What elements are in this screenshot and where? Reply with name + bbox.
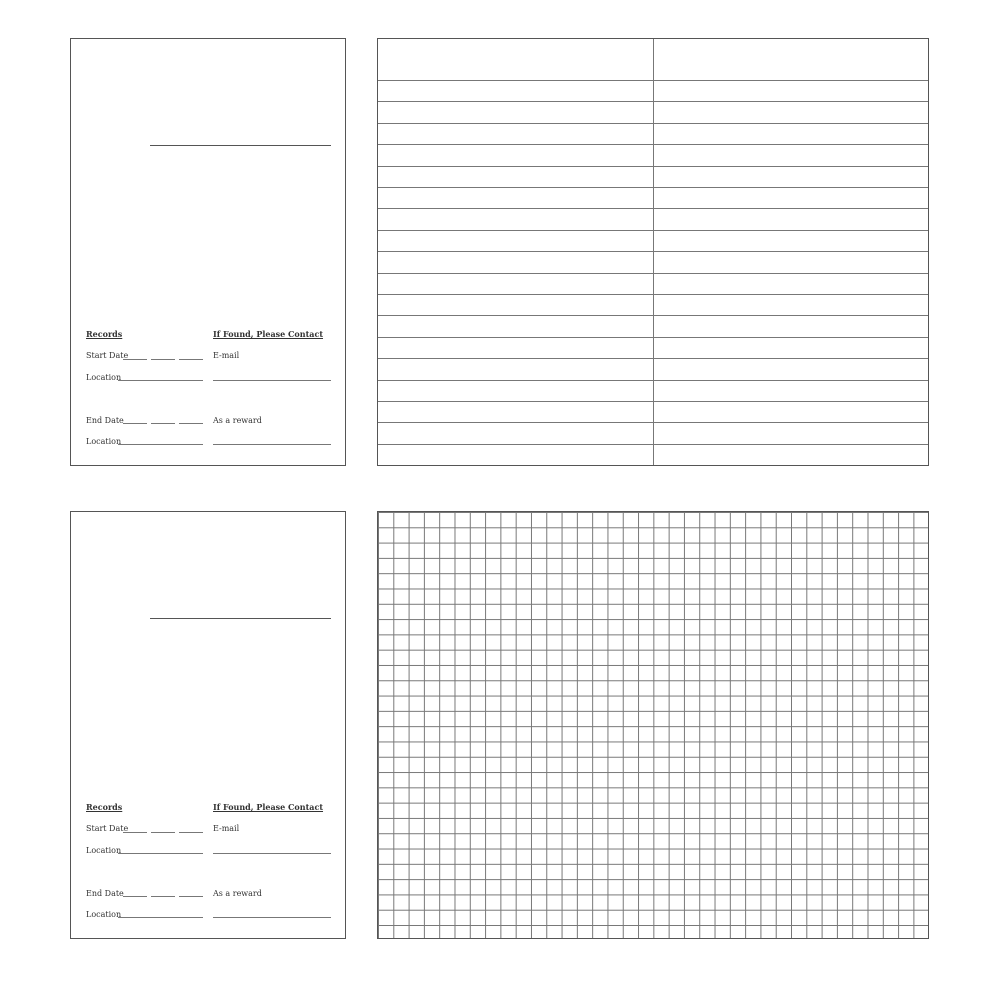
ruled-line: [378, 166, 928, 167]
end-date-field-month[interactable]: [151, 423, 175, 424]
start-date-field-day[interactable]: [123, 359, 147, 360]
ruled-line: [378, 80, 928, 81]
end-date-label: End Date: [86, 416, 124, 425]
start-location-label: Location: [86, 846, 122, 855]
start-location-field[interactable]: [118, 853, 203, 854]
cover-card-bottom: [70, 511, 346, 939]
ruled-line: [378, 144, 928, 145]
contact-heading: If Found, Please Contact: [213, 802, 324, 812]
end-location-label: Location: [86, 437, 122, 446]
start-date-field-year[interactable]: [179, 359, 203, 360]
start-location-label: Location: [86, 373, 122, 382]
end-date-field-day[interactable]: [123, 423, 147, 424]
start-date-label: Start Date: [86, 824, 129, 833]
title-line[interactable]: [150, 618, 331, 619]
ruled-page: [377, 38, 929, 466]
end-date-field-month[interactable]: [151, 896, 175, 897]
email-field[interactable]: [213, 380, 331, 381]
ruled-line: [378, 230, 928, 231]
start-date-field-day[interactable]: [123, 832, 147, 833]
start-date-label: Start Date: [86, 351, 129, 360]
end-location-field[interactable]: [118, 917, 203, 918]
email-field[interactable]: [213, 853, 331, 854]
end-location-field[interactable]: [118, 444, 203, 445]
ruled-line: [378, 123, 928, 124]
ruled-line: [378, 380, 928, 381]
end-date-field-year[interactable]: [179, 423, 203, 424]
end-location-label: Location: [86, 910, 122, 919]
email-label: E-mail: [213, 824, 240, 833]
end-date-field-year[interactable]: [179, 896, 203, 897]
end-date-field-day[interactable]: [123, 896, 147, 897]
ruled-line: [378, 315, 928, 316]
contact-heading: If Found, Please Contact: [213, 329, 324, 339]
email-label: E-mail: [213, 351, 240, 360]
ruled-line: [378, 187, 928, 188]
ruled-line: [378, 444, 928, 445]
ruled-line: [378, 401, 928, 402]
reward-field[interactable]: [213, 444, 331, 445]
ruled-line: [378, 337, 928, 338]
ruled-line: [378, 422, 928, 423]
end-date-label: End Date: [86, 889, 124, 898]
ruled-line: [378, 208, 928, 209]
start-date-field-month[interactable]: [151, 832, 175, 833]
start-date-field-year[interactable]: [179, 832, 203, 833]
reward-label: As a reward: [213, 416, 262, 425]
cover-card-top: [70, 38, 346, 466]
reward-label: As a reward: [213, 889, 262, 898]
start-location-field[interactable]: [118, 380, 203, 381]
ruled-line: [378, 273, 928, 274]
ruled-line: [378, 101, 928, 102]
grid-page: [377, 511, 929, 939]
ruled-line: [378, 251, 928, 252]
title-line[interactable]: [150, 145, 331, 146]
ruled-line: [378, 294, 928, 295]
reward-field[interactable]: [213, 917, 331, 918]
records-heading: Records: [86, 802, 123, 812]
start-date-field-month[interactable]: [151, 359, 175, 360]
records-heading: Records: [86, 329, 123, 339]
ruled-line: [378, 358, 928, 359]
